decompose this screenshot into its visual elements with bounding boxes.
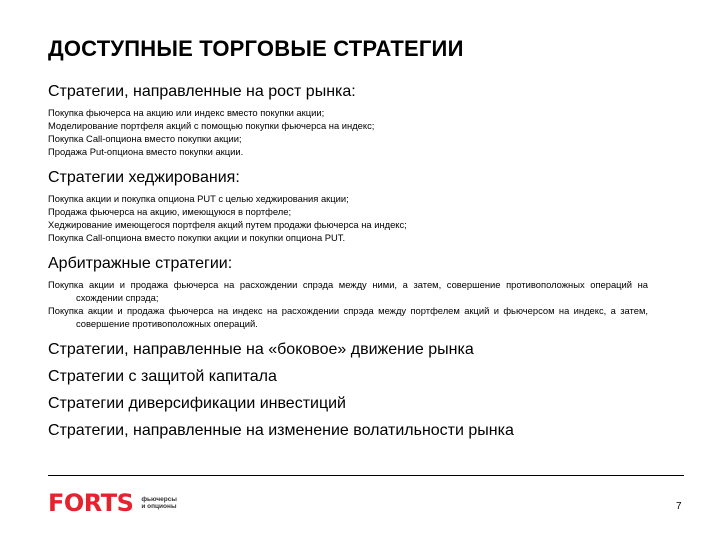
list-item: Покупка акции и покупка опциона PUT с целью хеджирования акции;: [48, 193, 349, 204]
list-item: Хеджирование имеющегося портфеля акций путем продажи фьючерса на индекс;: [48, 219, 407, 230]
list-item: Покупка акции и продажа фьючерса на расхождении спрэда между ними, а затем, совершение противоположных операций на схождении спрэда;: [48, 279, 648, 303]
logo-subtitle-line: фьючерсы: [141, 496, 177, 503]
logo-subtitle-line: и опционы: [141, 503, 177, 510]
strategy-line: Стратегии, направленные на «боковое» движение рынка: [48, 341, 474, 358]
list-item: Покупка фьючерса на акцию или индекс вместо покупки акции;: [48, 107, 325, 118]
page-title: ДОСТУПНЫЕ ТОРГОВЫЕ СТРАТЕГИИ: [48, 36, 464, 61]
list-item: Покупка Call-опциона вместо покупки акции и покупки опциона PUT.: [48, 232, 346, 243]
section-heading: Стратегии хеджирования:: [48, 169, 240, 186]
section-heading: Стратегии, направленные на рост рынка:: [48, 83, 356, 100]
section-heading: Арбитражные стратегии:: [48, 255, 233, 272]
strategy-line: Стратегии с защитой капитала: [48, 368, 277, 385]
forts-logo: [48, 488, 177, 518]
section-growth: [48, 82, 648, 158]
logo-wordmark: FORTS: [48, 489, 134, 517]
strategy-line: Стратегии диверсификации инвестиций: [48, 395, 346, 412]
logo-subtitle: [141, 496, 177, 510]
list-item: Моделирование портфеля акций с помощью покупки фьючерса на индекс;: [48, 120, 375, 131]
list-item: Покупка Call-опциона вместо покупки акции;: [48, 133, 242, 144]
strategy-line: Стратегии, направленные на изменение волатильности рынка: [48, 422, 514, 439]
section-hedging: [48, 168, 648, 244]
strategies-content: [48, 82, 648, 448]
list-item: Продажа Put-опциона вместо покупки акции.: [48, 146, 244, 157]
page-number: 7: [676, 501, 682, 512]
list-item: Продажа фьючерса на акцию, имеющуюся в портфеле;: [48, 206, 292, 217]
footer-divider: [48, 475, 684, 476]
section-arbitrage: [48, 254, 648, 330]
more-strategies-list: [48, 340, 648, 441]
list-item: Покупка акции и продажа фьючерса на индекс на расхождении спрэда между портфелем акций и фьючерсом на индекс, а затем, совершение противоположных операций.: [48, 305, 648, 329]
